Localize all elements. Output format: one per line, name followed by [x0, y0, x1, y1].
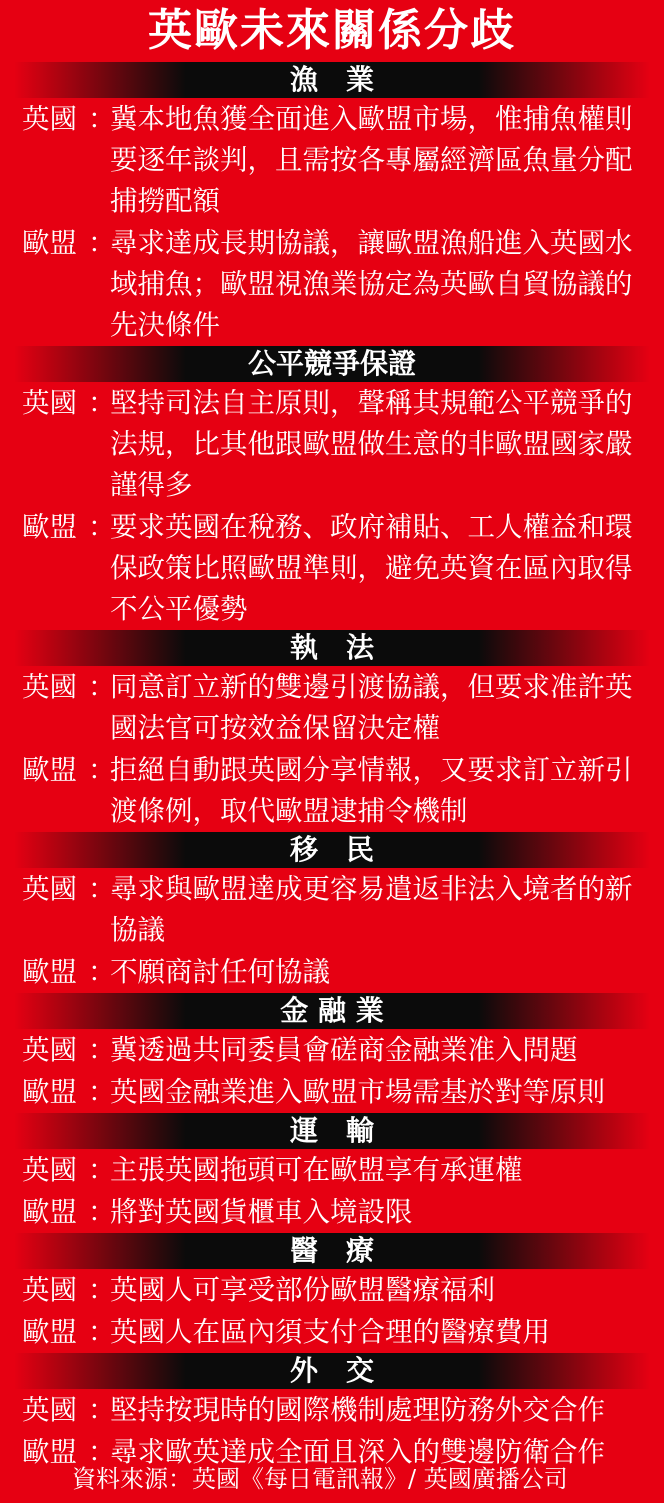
position-text: 尋求歐英達成全面且深入的雙邊防衛合作 [110, 1436, 605, 1468]
entry-row [0, 952, 664, 993]
colon-separator: ： [88, 956, 116, 988]
position-text: 堅持司法自主原則，聲稱其規範公平競爭的法規，比其他跟歐盟做生意的非歐盟國家嚴謹得多 [110, 387, 633, 501]
colon-separator: ： [88, 1034, 116, 1066]
position-text: 英國人可享受部份歐盟醫療福利 [110, 1274, 495, 1306]
party-label: 歐盟 [22, 1196, 77, 1228]
section-heading: 公平競爭保證 [14, 346, 650, 382]
section-heading: 金 融 業 [14, 993, 650, 1029]
colon-separator: ： [88, 1154, 116, 1186]
position-text: 英國人在區內須支付合理的醫療費用 [110, 1316, 550, 1348]
colon-separator: ： [88, 1274, 116, 1306]
party-label: 英國 [22, 671, 77, 703]
position-text: 尋求與歐盟達成更容易遣返非法入境者的新協議 [110, 873, 633, 946]
entry-row [0, 99, 664, 222]
sections-container [0, 62, 664, 1473]
position-text: 冀本地魚獲全面進入歐盟市場，惟捕魚權則要逐年談判，且需按各專屬經濟區魚量分配捕撈配額 [110, 103, 633, 217]
entry-row [0, 750, 664, 832]
position-text: 主張英國拖頭可在歐盟享有承運權 [110, 1154, 523, 1186]
entry-row [0, 223, 664, 346]
party-label: 歐盟 [22, 511, 77, 543]
section-heading: 執 法 [14, 630, 650, 666]
position-text: 英國金融業進入歐盟市場需基於對等原則 [110, 1076, 605, 1108]
colon-separator: ： [88, 511, 116, 543]
party-label: 歐盟 [22, 1316, 77, 1348]
colon-separator: ： [88, 873, 116, 905]
party-label: 英國 [22, 103, 77, 135]
position-text: 將對英國貨櫃車入境設限 [110, 1196, 413, 1228]
section-heading: 漁 業 [14, 62, 650, 98]
section [0, 630, 664, 832]
colon-separator: ： [88, 227, 116, 259]
party-label: 歐盟 [22, 1436, 77, 1468]
colon-separator: ： [88, 1394, 116, 1426]
colon-separator: ： [88, 1316, 116, 1348]
entry-row [0, 1150, 664, 1191]
party-label: 英國 [22, 1394, 77, 1426]
entry-row [0, 1390, 664, 1431]
entry-row [0, 1030, 664, 1071]
colon-separator: ： [88, 671, 116, 703]
party-label: 歐盟 [22, 227, 77, 259]
colon-separator: ： [88, 1196, 116, 1228]
party-label: 英國 [22, 1154, 77, 1186]
party-label: 英國 [22, 1274, 77, 1306]
entry-row [0, 869, 664, 951]
party-label: 歐盟 [22, 754, 77, 786]
entry-row [0, 667, 664, 749]
position-text: 尋求達成長期協議，讓歐盟漁船進入英國水域捕魚；歐盟視漁業協定為英歐自貿協議的先決條件 [110, 227, 633, 341]
source-credit: 資料來源：英國《每日電訊報》/ 英國廣播公司 [72, 1465, 568, 1493]
section-heading: 移 民 [14, 832, 650, 868]
section [0, 1113, 664, 1233]
section-heading: 外 交 [14, 1353, 650, 1389]
party-label: 英國 [22, 1034, 77, 1066]
section [0, 832, 664, 993]
section [0, 993, 664, 1113]
entry-row [0, 383, 664, 506]
position-text: 不願商討任何協議 [110, 956, 330, 988]
section [0, 62, 664, 346]
colon-separator: ： [88, 387, 116, 419]
entry-row [0, 1192, 664, 1233]
section [0, 346, 664, 630]
position-text: 堅持按現時的國際機制處理防務外交合作 [110, 1394, 605, 1426]
entry-row [0, 1270, 664, 1311]
entry-row [0, 1072, 664, 1113]
position-text: 冀透過共同委員會磋商金融業准入問題 [110, 1034, 578, 1066]
section [0, 1353, 664, 1473]
entry-row [0, 507, 664, 630]
party-label: 英國 [22, 873, 77, 905]
section-heading: 運 輸 [14, 1113, 650, 1149]
entry-row [0, 1312, 664, 1353]
position-text: 要求英國在稅務、政府補貼、工人權益和環保政策比照歐盟準則，避免英資在區內取得不公平優勢 [110, 511, 633, 625]
colon-separator: ： [88, 754, 116, 786]
page-title: 英歐未來關係分歧 [148, 5, 516, 56]
party-label: 英國 [22, 387, 77, 419]
colon-separator: ： [88, 103, 116, 135]
section-heading: 醫 療 [14, 1233, 650, 1269]
colon-separator: ： [88, 1076, 116, 1108]
position-text: 同意訂立新的雙邊引渡協議，但要求准許英國法官可按效益保留決定權 [110, 671, 633, 744]
colon-separator: ： [88, 1436, 116, 1468]
position-text: 拒絕自動跟英國分享情報，又要求訂立新引渡條例，取代歐盟逮捕令機制 [110, 754, 633, 827]
section [0, 1233, 664, 1353]
party-label: 歐盟 [22, 1076, 77, 1108]
party-label: 歐盟 [22, 956, 77, 988]
